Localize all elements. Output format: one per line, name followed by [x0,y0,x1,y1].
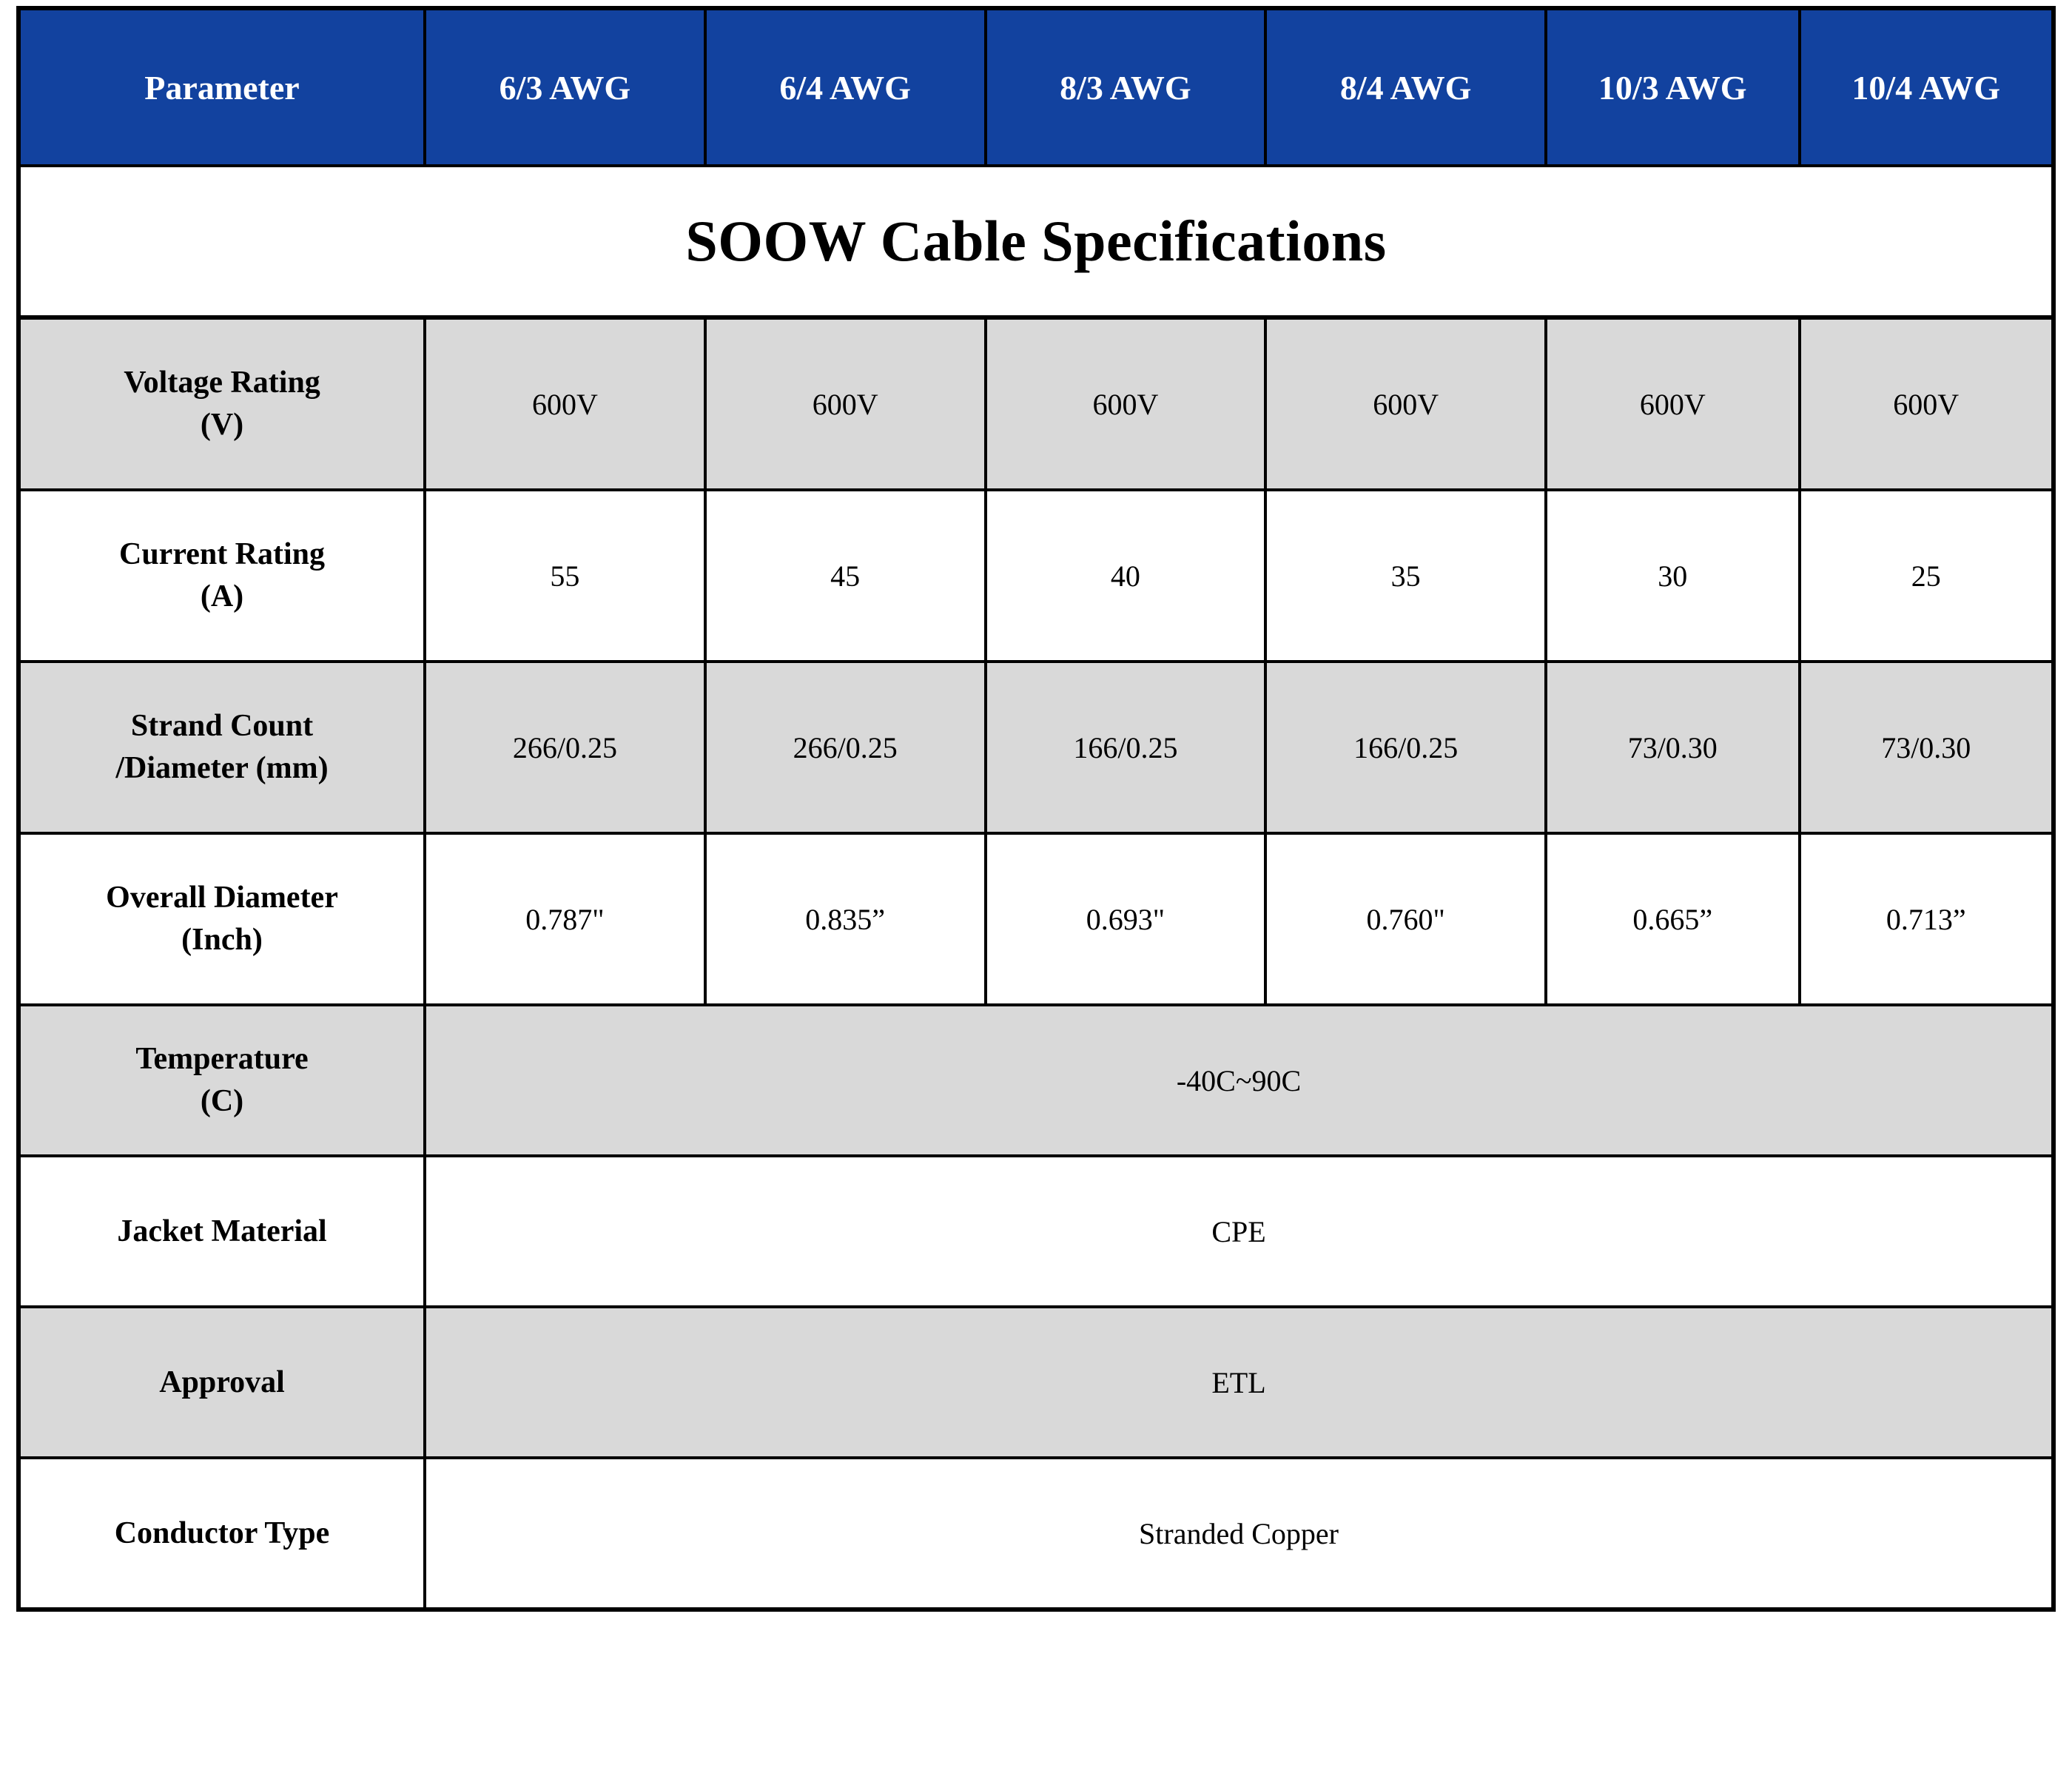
table-row [18,833,2054,1005]
cell-value: 55 [425,490,705,662]
cell-value: 600V [705,317,986,490]
cell-value: 266/0.25 [705,662,986,833]
cell-value: 0.665” [1546,833,1799,1005]
row-parameter-line1: Current Rating [118,537,326,572]
row-parameter-line1: Jacket Material [117,1214,327,1248]
cell-value: 0.787" [425,833,705,1005]
row-parameter-line2: (V) [200,408,244,442]
row-parameter-line1: Approval [159,1365,285,1399]
cell-value: 166/0.25 [1265,662,1546,833]
cell-value: 600V [986,317,1266,490]
row-parameter-line1: Voltage Rating [124,366,320,400]
column-header-8-4-awg: 8/4 AWG [1265,8,1546,166]
cell-value: 0.835” [705,833,986,1005]
spec-table [16,6,2056,1612]
title-row [18,166,2054,317]
column-header-10-3-awg: 10/3 AWG [1546,8,1799,166]
column-header-parameter: Parameter [18,8,425,166]
cell-value: 25 [1800,490,2054,662]
row-parameter-label [18,1307,425,1458]
cell-value: 73/0.30 [1800,662,2054,833]
cell-value: 35 [1265,490,1546,662]
row-parameter-line1: Conductor Type [114,1516,330,1550]
row-parameter-line1: Temperature [135,1042,309,1077]
row-parameter-label [18,833,425,1005]
cell-value: 0.693" [986,833,1266,1005]
table-row [18,317,2054,490]
row-parameter-label [18,490,425,662]
cell-value: 600V [1546,317,1799,490]
row-parameter-line2: (C) [200,1084,244,1118]
cell-value: 600V [1265,317,1546,490]
cell-value-span: ETL [425,1307,2054,1458]
header-row [18,8,2054,166]
column-header-6-4-awg: 6/4 AWG [705,8,986,166]
row-parameter-label [18,317,425,490]
cell-value: 600V [425,317,705,490]
column-header-8-3-awg: 8/3 AWG [986,8,1266,166]
table-row [18,1307,2054,1458]
table-row [18,1156,2054,1307]
column-header-6-3-awg: 6/3 AWG [425,8,705,166]
table-body [18,317,2054,1610]
table-header [18,8,2054,166]
row-parameter-line1: Overall Diameter [106,881,338,915]
table-row [18,490,2054,662]
row-parameter-line1: Strand Count [130,709,314,744]
cell-value: 600V [1800,317,2054,490]
cell-value: 45 [705,490,986,662]
cell-value-span: CPE [425,1156,2054,1307]
cell-value-span: -40C~90C [425,1005,2054,1156]
row-parameter-label [18,662,425,833]
row-parameter-label [18,1156,425,1307]
row-parameter-line2: (A) [200,579,244,613]
cell-value: 166/0.25 [986,662,1266,833]
table-row [18,662,2054,833]
table-row [18,1458,2054,1610]
cell-value: 40 [986,490,1266,662]
row-parameter-label [18,1005,425,1156]
row-parameter-line2: (Inch) [181,923,263,957]
column-header-10-4-awg: 10/4 AWG [1800,8,2054,166]
cell-value: 0.760" [1265,833,1546,1005]
row-parameter-line2: /Diameter (mm) [115,751,329,785]
row-parameter-label [18,1458,425,1610]
cell-value: 0.713” [1800,833,2054,1005]
cell-value-span: Stranded Copper [425,1458,2054,1610]
cell-value: 266/0.25 [425,662,705,833]
cell-value: 30 [1546,490,1799,662]
page-title: SOOW Cable Specifications [18,166,2054,317]
cell-value: 73/0.30 [1546,662,1799,833]
table-row [18,1005,2054,1156]
